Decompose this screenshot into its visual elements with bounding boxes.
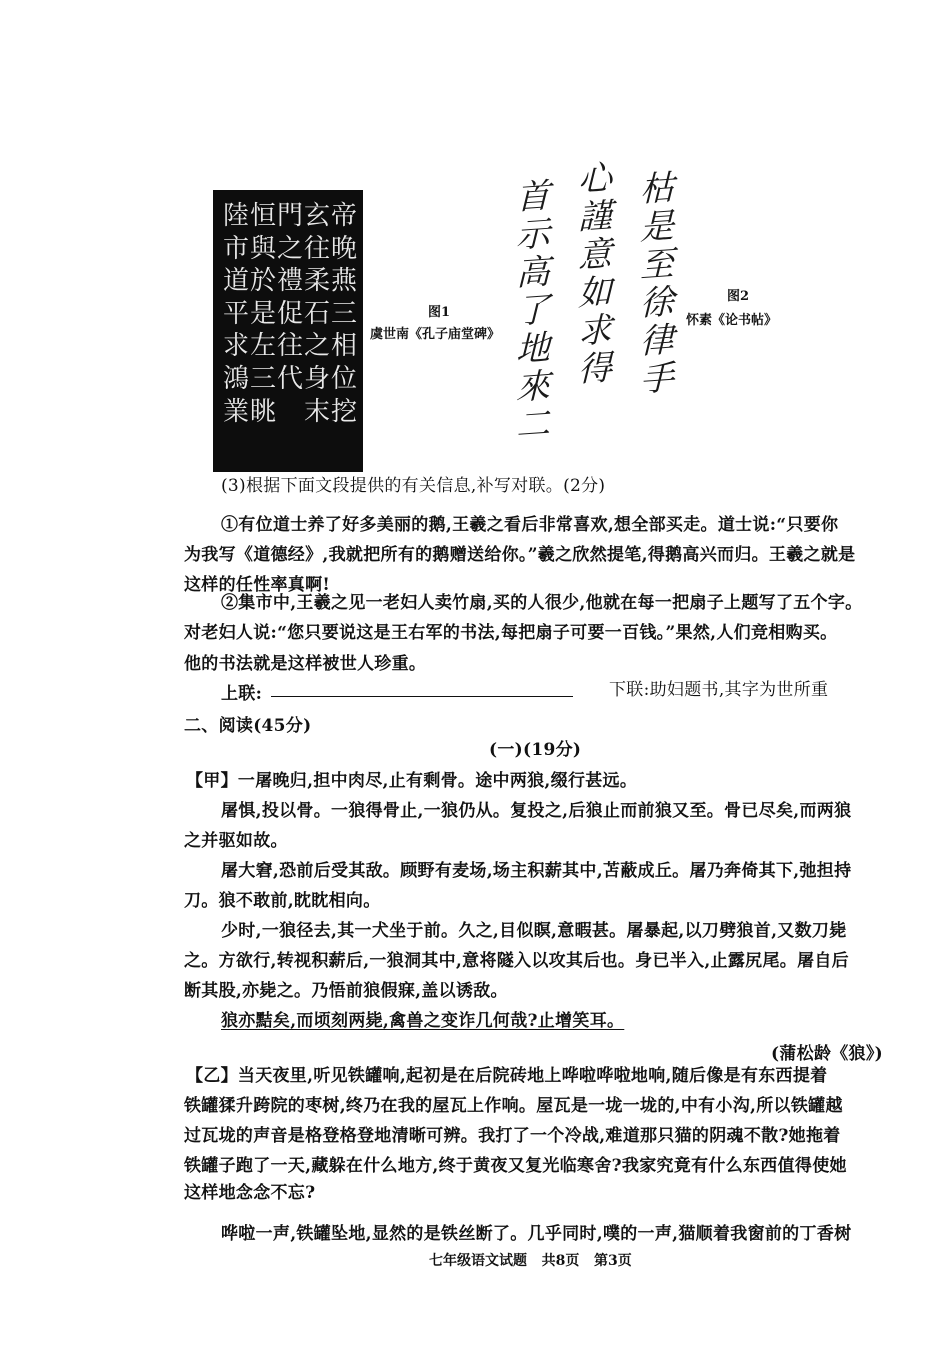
passage-jia-source: (蒲松龄《狼》) [771,1044,883,1064]
passage-jia-line: 【甲】一屠晚归,担中肉尽,止有剩骨。途中两狼,缀行甚远。 [186,771,638,791]
page-footer: 七年级语文试题 共8页 第3页 [429,1253,632,1269]
rubbing-column: 玄往柔石之身末 [304,201,331,427]
passage-yi-line: 哗啦一声,铁罐坠地,显然的是铁丝断了。几乎同时,噗的一声,猫顺着我窗前的丁香树 [221,1224,852,1244]
passage-jia-line: 屠惧,投以骨。一狼得骨止,一狼仍从。复投之,后狼止而前狼又至。骨已尽矣,而两狼 [221,801,852,821]
passage-1-line: 这样的任性率真啊! [184,575,331,595]
passage-jia-line: 少时,一狼径去,其一犬坐于前。久之,目似瞑,意暇甚。屠暴起,以刀劈狼首,又数刀毙 [221,921,847,941]
lower-couplet: 下联:助妇题书,其字为世所重 [609,680,829,700]
rubbing-column: 恒與於是左三眺 [250,201,277,427]
passage-jia-line: 之。方欲行,转视积薪后,一狼洞其中,意将隧入以攻其后也。身已半入,止露尻尾。屠自后 [184,951,849,971]
passage-yi-line: 铁罐猱升跨院的枣树,终乃在我的屋瓦上作响。屋瓦是一垅一垅的,中有小沟,所以铁罐越 [184,1096,843,1116]
calligraphy-column: 枯是至徐律手 [640,167,674,401]
figure-2-label: 图2 [727,289,750,304]
passage-yi-line: 铁罐子跑了一天,藏躲在什么地方,终于黄夜又复光临寒舍?我家究竟有什么东西值得使她 [184,1156,847,1176]
passage-1-line: ①有位道士养了好多美丽的鹅,王羲之看后非常喜欢,想全部买走。道士说:“只要你 [221,515,839,535]
upper-couplet-answer-blank[interactable] [271,696,573,697]
passage-jia-underlined-line: 狼亦黠矣,而顷刻两毙,禽兽之变诈几何哉?止增笑耳。 [221,1011,625,1031]
rubbing-column: 陸市道平求鴻業 [223,201,250,427]
part-1-heading: (一)(19分) [489,740,582,760]
question-3-prompt: (3)根据下面文段提供的有关信息,补写对联。(2分) [221,476,606,496]
section-2-heading: 二、阅读(45分) [184,716,312,736]
passage-jia-line: 刀。狼不敢前,眈眈相向。 [184,891,381,911]
figure-2-caption: 怀素《论书帖》 [686,313,778,328]
passage-yi-line: 【乙】当天夜里,听见铁罐响,起初是在后院砖地上哗啦哗啦地响,随后像是有东西提着 [186,1066,828,1086]
passage-1-line: 为我写《道德经》,我就把所有的鹅赠送给你。”羲之欣然提笔,得鹅高兴而归。王羲之就是 [184,545,856,565]
passage-2-line: ②集市中,王羲之见一老妇人卖竹扇,买的人很少,他就在每一把扇子上题写了五个字。 [221,593,863,613]
calligraphy-column: 心謹意如求得 [578,157,612,391]
upper-couplet-label: 上联: [221,684,263,704]
rubbing-column: 門之禮促往代 [277,201,304,394]
calligraphy-column: 首示高了地來二 [516,175,550,447]
figure-1-label: 图1 [428,305,451,320]
figure-2-calligraphy-image [510,157,690,480]
rubbing-column: 帝晚燕三相位挖 [331,201,358,427]
passage-2-line: 他的书法就是这样被世人珍重。 [184,654,427,674]
passage-yi-line: 这样地念念不忘? [184,1183,316,1203]
figure-1-caption: 虞世南《孔子庙堂碑》 [370,327,501,342]
figure-1-rubbing-image [213,190,363,472]
passage-jia-line: 屠大窘,恐前后受其敌。顾野有麦场,场主积薪其中,苫蔽成丘。屠乃奔倚其下,弛担持 [221,861,852,881]
passage-2-line: 对老妇人说:“您只要说这是王右军的书法,每把扇子可要一百钱。”果然,人们竞相购买。 [184,623,838,643]
passage-yi-line: 过瓦垅的声音是格登格登地清晰可辨。我打了一个冷战,难道那只猫的阴魂不散?她拖着 [184,1126,841,1146]
passage-jia-line: 之并驱如故。 [184,831,288,851]
passage-jia-line: 断其股,亦毙之。乃悟前狼假寐,盖以诱敌。 [184,981,508,1001]
